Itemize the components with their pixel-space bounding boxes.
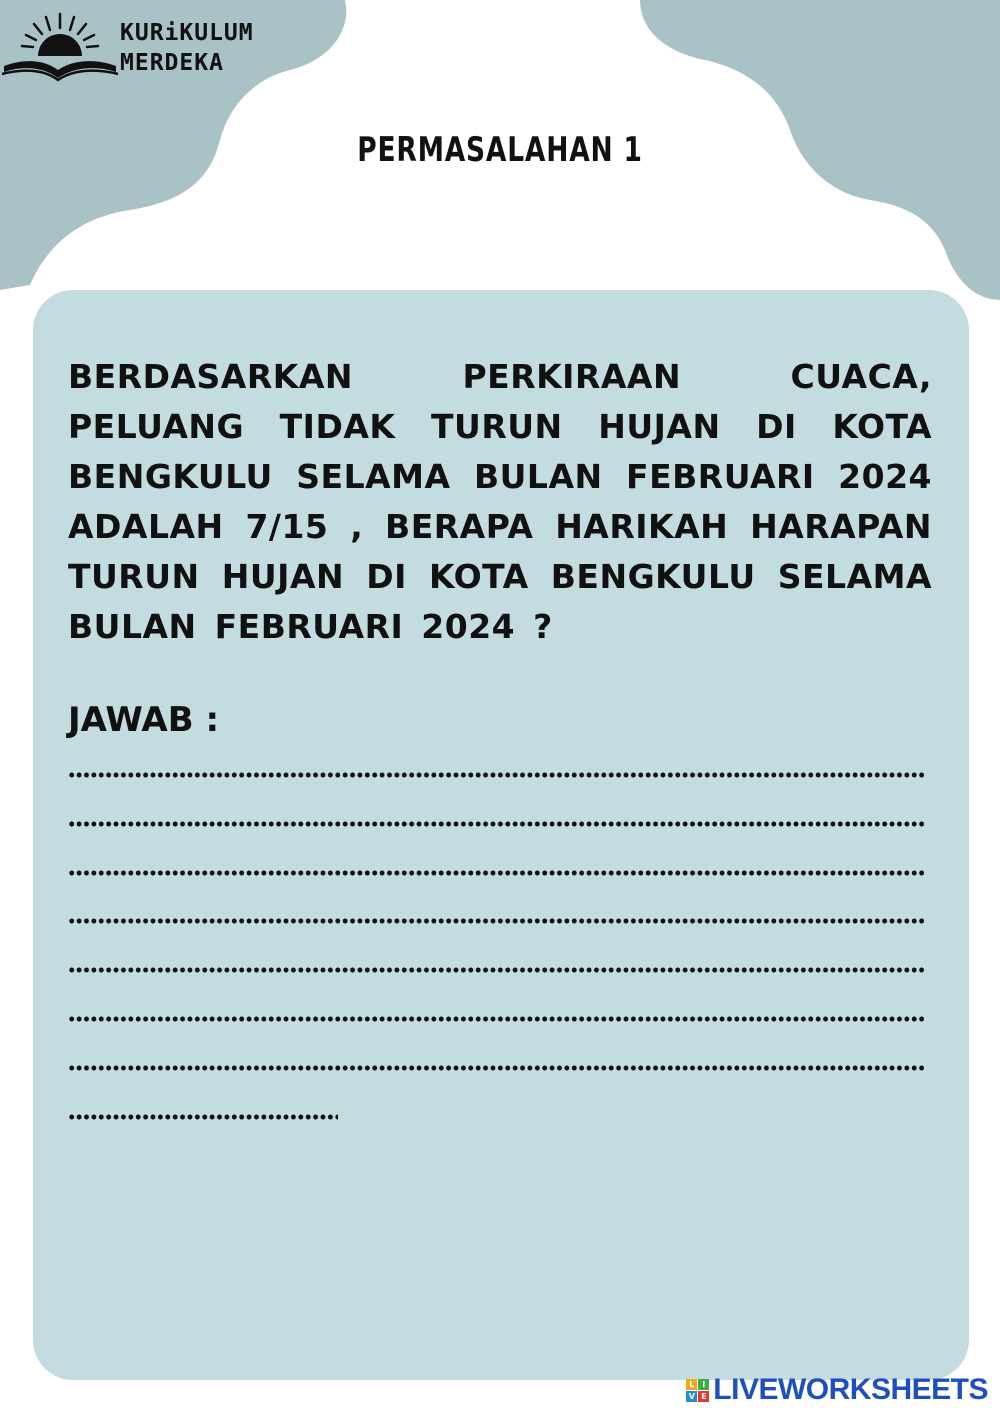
page-title: PERMASALAHAN 1 [357,130,643,170]
answer-line[interactable] [68,945,928,994]
answer-label: JAWAB : [68,700,220,740]
answer-line[interactable] [68,994,928,1043]
answer-line[interactable] [68,848,928,897]
answer-line[interactable] [68,1092,928,1141]
answer-area[interactable] [68,750,928,1140]
brand-line-2: MERDEKA [120,50,224,76]
answer-line[interactable] [68,896,928,945]
liveworksheets-watermark [686,1374,988,1406]
answer-line[interactable] [68,750,928,799]
brand-line-1: KURiKULUM [120,20,254,46]
kurikulum-merdeka-logo [0,8,270,88]
question-text: BERDASARKAN PERKIRAAN CUACA, PELUANG TIDAK TURUN HUJAN DI KOTA BENGKULU SELAMA BULAN FEBRUARI 2024 ADALAH 7/15 , BERAPA HARIKAH HARAPAN TURUN HUJAN DI KOTA BENGKULU SELAMA BULAN FEBRUARI 2024 ? [68,357,932,646]
brand-name [120,18,254,78]
answer-line[interactable] [68,799,928,848]
book-sun-icon [0,8,120,88]
answer-line[interactable] [68,1043,928,1092]
liveworksheets-icon: L I V E [686,1379,709,1402]
watermark-text: LIVEWORKSHEETS [713,1373,988,1406]
